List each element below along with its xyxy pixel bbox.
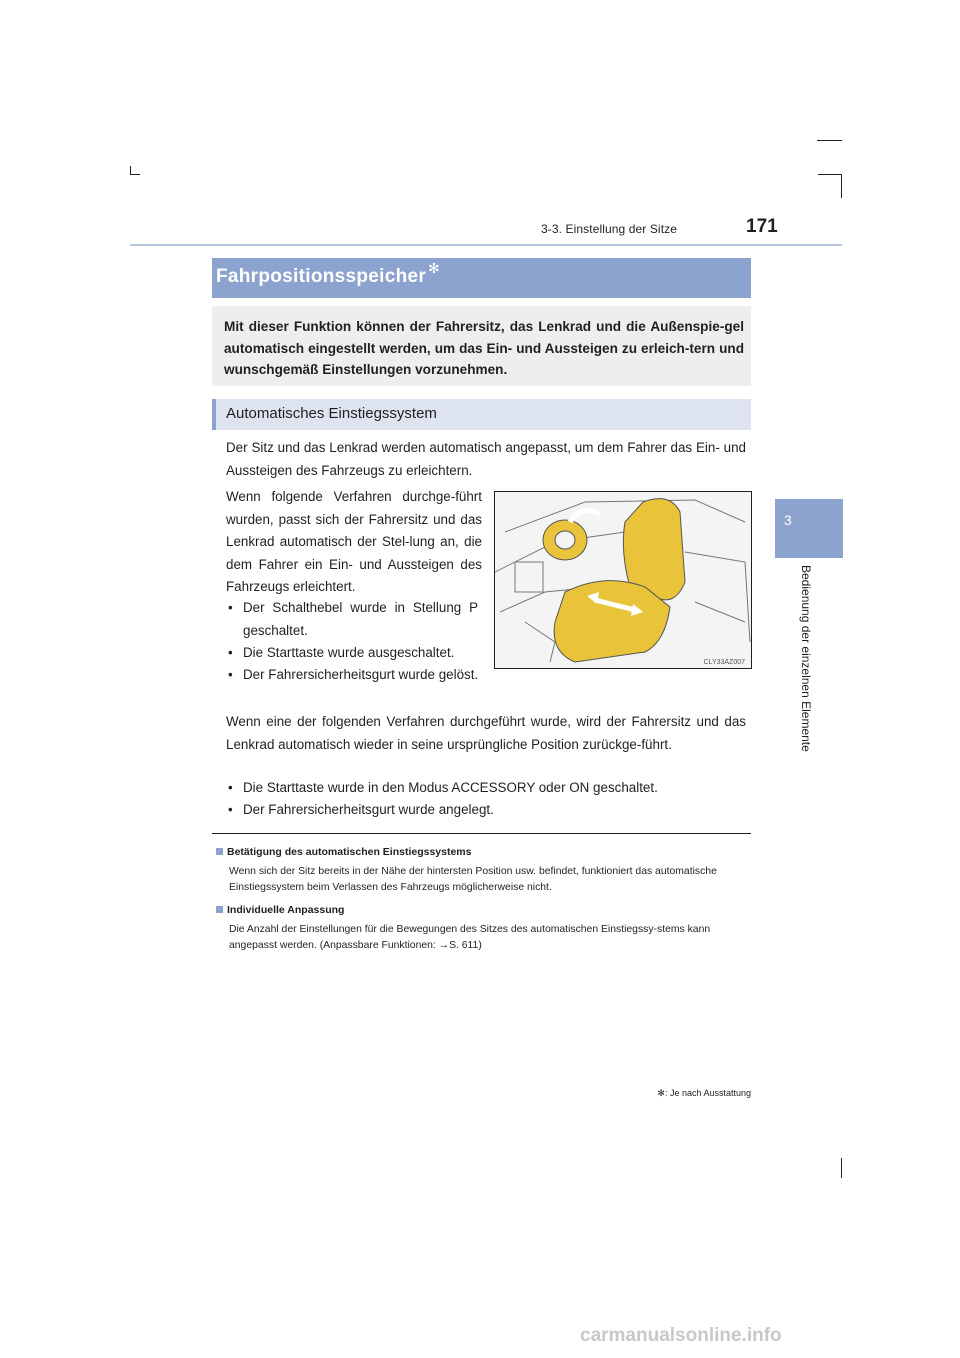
header-divider xyxy=(130,244,842,246)
illustration-code: CLY33AZ007 xyxy=(703,659,745,666)
car-interior-icon xyxy=(495,492,751,668)
bullet-icon: • xyxy=(228,802,233,817)
note-body: Wenn sich der Sitz bereits in der Nähe der hintersten Position usw. befindet, funktioniert das automatische Einstiegssystem beim Verlassen des Fahrzeugs möglicherweise nicht. xyxy=(229,866,717,893)
crop-mark xyxy=(841,1158,842,1178)
list-item xyxy=(228,664,482,709)
note-square-icon xyxy=(216,848,223,855)
note-heading: Betätigung des automatischen Einstiegssystems xyxy=(227,846,472,858)
footnote xyxy=(623,1088,751,1099)
list-item-text: Die Starttaste wurde in den Modus ACCESSORY oder ON geschaltet. xyxy=(243,780,658,795)
crop-mark xyxy=(130,166,131,175)
crop-mark xyxy=(841,174,842,198)
note-square-icon xyxy=(216,906,223,913)
paragraph-restore: Wenn eine der folgenden Verfahren durchgeführt wurde, wird der Fahrersitz und das Lenkrad automatisch wieder in seine ursprüngliche Position zurückge-führt. xyxy=(226,714,746,752)
crop-mark xyxy=(818,174,842,175)
note-block xyxy=(216,904,751,956)
section-header: 3-3. Einstellung der Sitze xyxy=(541,222,678,236)
list-item xyxy=(228,799,748,821)
note-block xyxy=(216,846,751,898)
bullet-icon: • xyxy=(228,667,233,682)
note-heading: Individuelle Anpassung xyxy=(227,904,345,916)
chapter-title-vertical xyxy=(795,565,815,775)
notes-divider xyxy=(212,833,751,834)
list-item-text: Der Fahrersicherheitsgurt wurde gelöst. xyxy=(243,667,479,682)
watermark: carmanualsonline.info xyxy=(580,1325,782,1346)
bullet-icon: • xyxy=(228,780,233,795)
paragraph-conditions: Wenn folgende Verfahren durchge-führt wurden, passt sich der Fahrersitz und das Lenkrad automatisch der Stel-lung an, die dem Fahrer ein Ein- und Aussteigen des Fahrzeugs erleichtert. xyxy=(226,489,482,594)
bullet-icon: • xyxy=(228,600,233,615)
page-number: 171 xyxy=(746,216,778,237)
list-item xyxy=(228,642,482,664)
footnote-text: : Je nach Ausstattung xyxy=(664,1088,751,1098)
crop-mark xyxy=(130,174,140,175)
intro-box xyxy=(212,306,751,386)
intro-text: Mit dieser Funktion können der Fahrersitz, das Lenkrad und die Außenspie-gel automatisch eingestellt werden, um das Ein- und Aussteigen zu erleich-tern und wunschgemäß Einstellungen vorzunehmen. xyxy=(224,319,744,377)
subsection-heading-bar xyxy=(212,399,751,430)
page-title: Fahrpositionsspeicher xyxy=(216,266,427,287)
subsection-title: Automatisches Einstiegssystem xyxy=(226,405,437,422)
seat-illustration xyxy=(494,491,752,669)
list-item-text: Die Starttaste wurde ausgeschaltet. xyxy=(243,645,455,660)
optional-equipment-icon: ✻ xyxy=(428,260,440,276)
subsection-marker xyxy=(212,399,216,430)
chapter-number: 3 xyxy=(784,512,792,528)
list-item xyxy=(228,777,748,799)
bullet-icon: • xyxy=(228,645,233,660)
note-body: Die Anzahl der Einstellungen für die Bewegungen des Sitzes des automatischen Einstiegssy-stems kann angepasst werden. (Anpassbare Funktionen: →S. 611) xyxy=(229,924,711,951)
list-item-text: Der Schalthebel wurde in Stellung P geschaltet. xyxy=(243,600,478,638)
paragraph-overview: Der Sitz und das Lenkrad werden automatisch angepasst, um dem Fahrer das Ein- und Aussteigen des Fahrzeugs zu erleichtern. xyxy=(226,440,746,478)
crop-mark xyxy=(817,140,842,141)
chapter-title: Bedienung der einzelnen Elemente xyxy=(799,565,813,752)
list-item xyxy=(228,597,482,642)
list-item-text: Der Fahrersicherheitsgurt wurde angelegt. xyxy=(243,802,494,817)
page-title-bar xyxy=(212,258,751,298)
footnote-star-icon: ✻ xyxy=(657,1088,665,1098)
chapter-tab xyxy=(775,499,843,558)
